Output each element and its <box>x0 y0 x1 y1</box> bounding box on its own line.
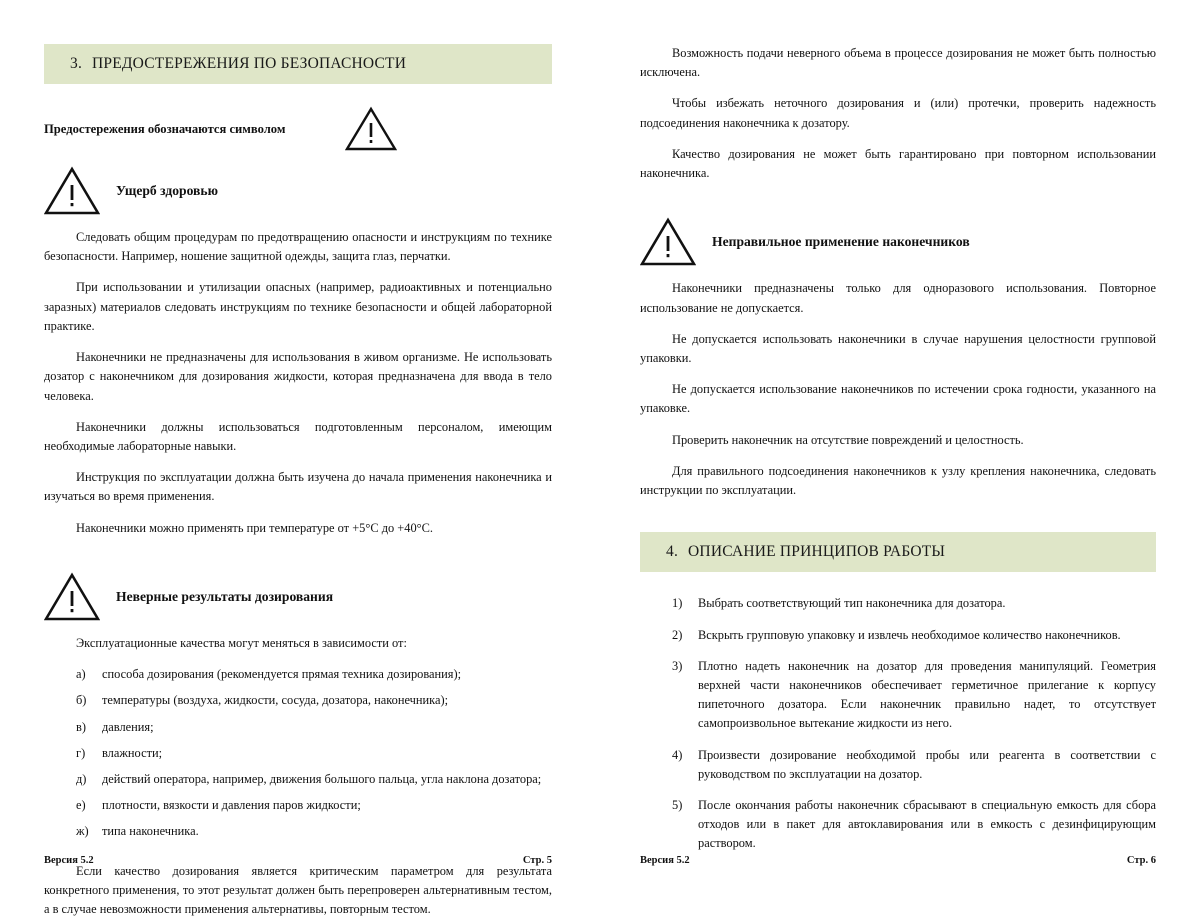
list-marker: 3) <box>672 658 683 673</box>
list-marker: д) <box>76 771 87 786</box>
warning-health-header <box>44 166 552 216</box>
warning-misuse-title: Неправильное применение наконечников <box>712 234 970 250</box>
list-text: Выбрать соответствующий тип наконечника для дозатора. <box>698 596 1006 611</box>
section-number: 4. <box>666 543 679 561</box>
page-footer <box>44 855 552 866</box>
page-left <box>0 0 600 917</box>
list-marker: 5) <box>672 798 683 813</box>
list-marker: а) <box>76 667 86 682</box>
symbol-note-row <box>44 106 552 152</box>
list-text: температуры (воздуха, жидкости, сосуда, дозатора, наконечника); <box>102 693 449 708</box>
warning-triangle-icon <box>44 572 100 622</box>
list-text: давления; <box>102 719 154 734</box>
paragraph: Следовать общим процедурам по предотвращению опасности и инструкциям по технике безопасности. Например, ношение защитной одежды, защита глаз, перчатки. <box>44 230 552 264</box>
list-item <box>640 796 1156 854</box>
paragraph: Чтобы избежать неточного дозирования и (или) протечки, проверить надежность подсоединения наконечника к дозатору. <box>640 96 1156 130</box>
list-item <box>44 796 552 815</box>
list-marker: 1) <box>672 596 683 611</box>
list-item <box>44 665 552 684</box>
footer-version: Версия 5.2 <box>44 855 94 866</box>
list-text: Плотно надеть наконечник на дозатор для проведения манипуляций. Геометрия верхней части наконечников обеспечивает герметичное прилегание к корпусу пипеточного дозатора. Если наконечник правильно надет, то отсутствует самопроизвольное вытекание жидкости из него. <box>698 658 1156 731</box>
paragraph: Наконечники предназначены только для одноразового использования. Повторное использование не допускается. <box>640 281 1156 315</box>
footer-version: Версия 5.2 <box>640 855 690 866</box>
list-text: Произвести дозирование необходимой пробы или реагента в соответствии с руководством по эксплуатации на дозатор. <box>698 747 1156 781</box>
paragraph: При использовании и утилизации опасных (например, радиоактивных и потенциально заразных) материалов следовать инструкциям по технике безопасности и общей лабораторной практике. <box>44 280 552 333</box>
list-text: плотности, вязкости и давления паров жидкости; <box>102 798 361 813</box>
list-item <box>44 770 552 789</box>
list-item <box>44 822 552 841</box>
factors-list <box>44 665 552 842</box>
list-marker: 4) <box>672 747 683 762</box>
section-heading-safety <box>44 44 552 84</box>
list-marker: в) <box>76 719 86 734</box>
list-text: способа дозирования (рекомендуется прямая техника дозирования); <box>102 667 462 682</box>
paragraph: Если качество дозирования является критическим параметром для результата конкретного применения, то этот результат должен быть перепроверен альтернативным тестом, а в случае невозможности применения альтернативы, повторным тестом. <box>44 863 552 917</box>
list-item <box>640 746 1156 784</box>
list-marker: ж) <box>76 824 89 839</box>
list-marker: е) <box>76 798 86 813</box>
list-text: влажности; <box>102 745 163 760</box>
paragraph: Возможность подачи неверного объема в процессе дозирования не может быть полностью исключена. <box>640 46 1156 80</box>
warning-triangle-icon <box>640 217 696 267</box>
paragraph: Для правильного подсоединения наконечников к узлу крепления наконечника, следовать инструкции по эксплуатации. <box>640 463 1156 498</box>
warning-dosing-title: Неверные результаты дозирования <box>116 588 334 604</box>
paragraph: Эксплуатационные качества могут меняться в зависимости от: <box>76 635 407 650</box>
list-text: типа наконечника. <box>102 824 199 839</box>
page-right <box>600 0 1200 900</box>
list-text: действий оператора, например, движения большого пальца, угла наклона дозатора; <box>102 771 542 786</box>
list-marker: 2) <box>672 627 683 642</box>
warning-dosing-header <box>44 572 552 622</box>
list-marker: г) <box>76 745 86 760</box>
section-number: 3. <box>70 55 83 72</box>
section-title: ПРЕДОСТЕРЕЖЕНИЯ ПО БЕЗОПАСНОСТИ <box>92 55 407 72</box>
list-marker: б) <box>76 693 87 708</box>
paragraph: Проверить наконечник на отсутствие повреждений и целостность. <box>672 432 1024 447</box>
symbol-note-text: Предостережения обозначаются символом <box>44 121 286 136</box>
list-item <box>640 594 1156 613</box>
steps-list <box>640 594 1156 853</box>
section-heading-principles <box>640 532 1156 572</box>
list-item <box>44 718 552 737</box>
warning-triangle-icon <box>345 106 397 152</box>
paragraph: Наконечники должны использоваться подготовленным персоналом, имеющим необходимые лабораторные навыки. <box>44 419 552 453</box>
paragraph: Наконечники не предназначены для использования в живом организме. Не использовать дозатор с наконечником для дозирования жидкости, которая предназначена для ввода в тело человека. <box>44 350 552 403</box>
list-item <box>44 691 552 710</box>
section-title: ОПИСАНИЕ ПРИНЦИПОВ РАБОТЫ <box>688 543 946 561</box>
paragraph: Качество дозирования не может быть гарантировано при повторном использовании наконечника. <box>640 146 1156 181</box>
warning-triangle-icon <box>44 166 100 216</box>
page-footer <box>640 855 1156 866</box>
paragraph: Наконечники можно применять при температуре от +5°C до +40°C. <box>76 520 433 535</box>
footer-page-number: Стр. 5 <box>522 855 552 866</box>
list-item <box>640 626 1156 645</box>
warning-health-title: Ущерб здоровью <box>116 183 218 198</box>
list-item <box>44 744 552 763</box>
list-item <box>640 657 1156 734</box>
footer-page-number: Стр. 6 <box>1126 855 1156 866</box>
list-text: Вскрыть групповую упаковку и извлечь необходимое количество наконечников. <box>698 627 1121 642</box>
paragraph: Инструкция по эксплуатации должна быть изучена до начала применения наконечника и изучаться во время применения. <box>44 470 552 504</box>
paragraph: Не допускается использовать наконечники в случае нарушения целостности групповой упаковки. <box>640 331 1156 365</box>
warning-misuse-header <box>640 217 1156 267</box>
paragraph: Не допускается использование наконечников по истечении срока годности, указанного на упаковке. <box>640 382 1156 416</box>
list-text: После окончания работы наконечник сбрасывают в специальную емкость для сбора отходов или в пакет для автоклавирования или в емкость с дезинфицирующим раствором. <box>698 798 1156 851</box>
